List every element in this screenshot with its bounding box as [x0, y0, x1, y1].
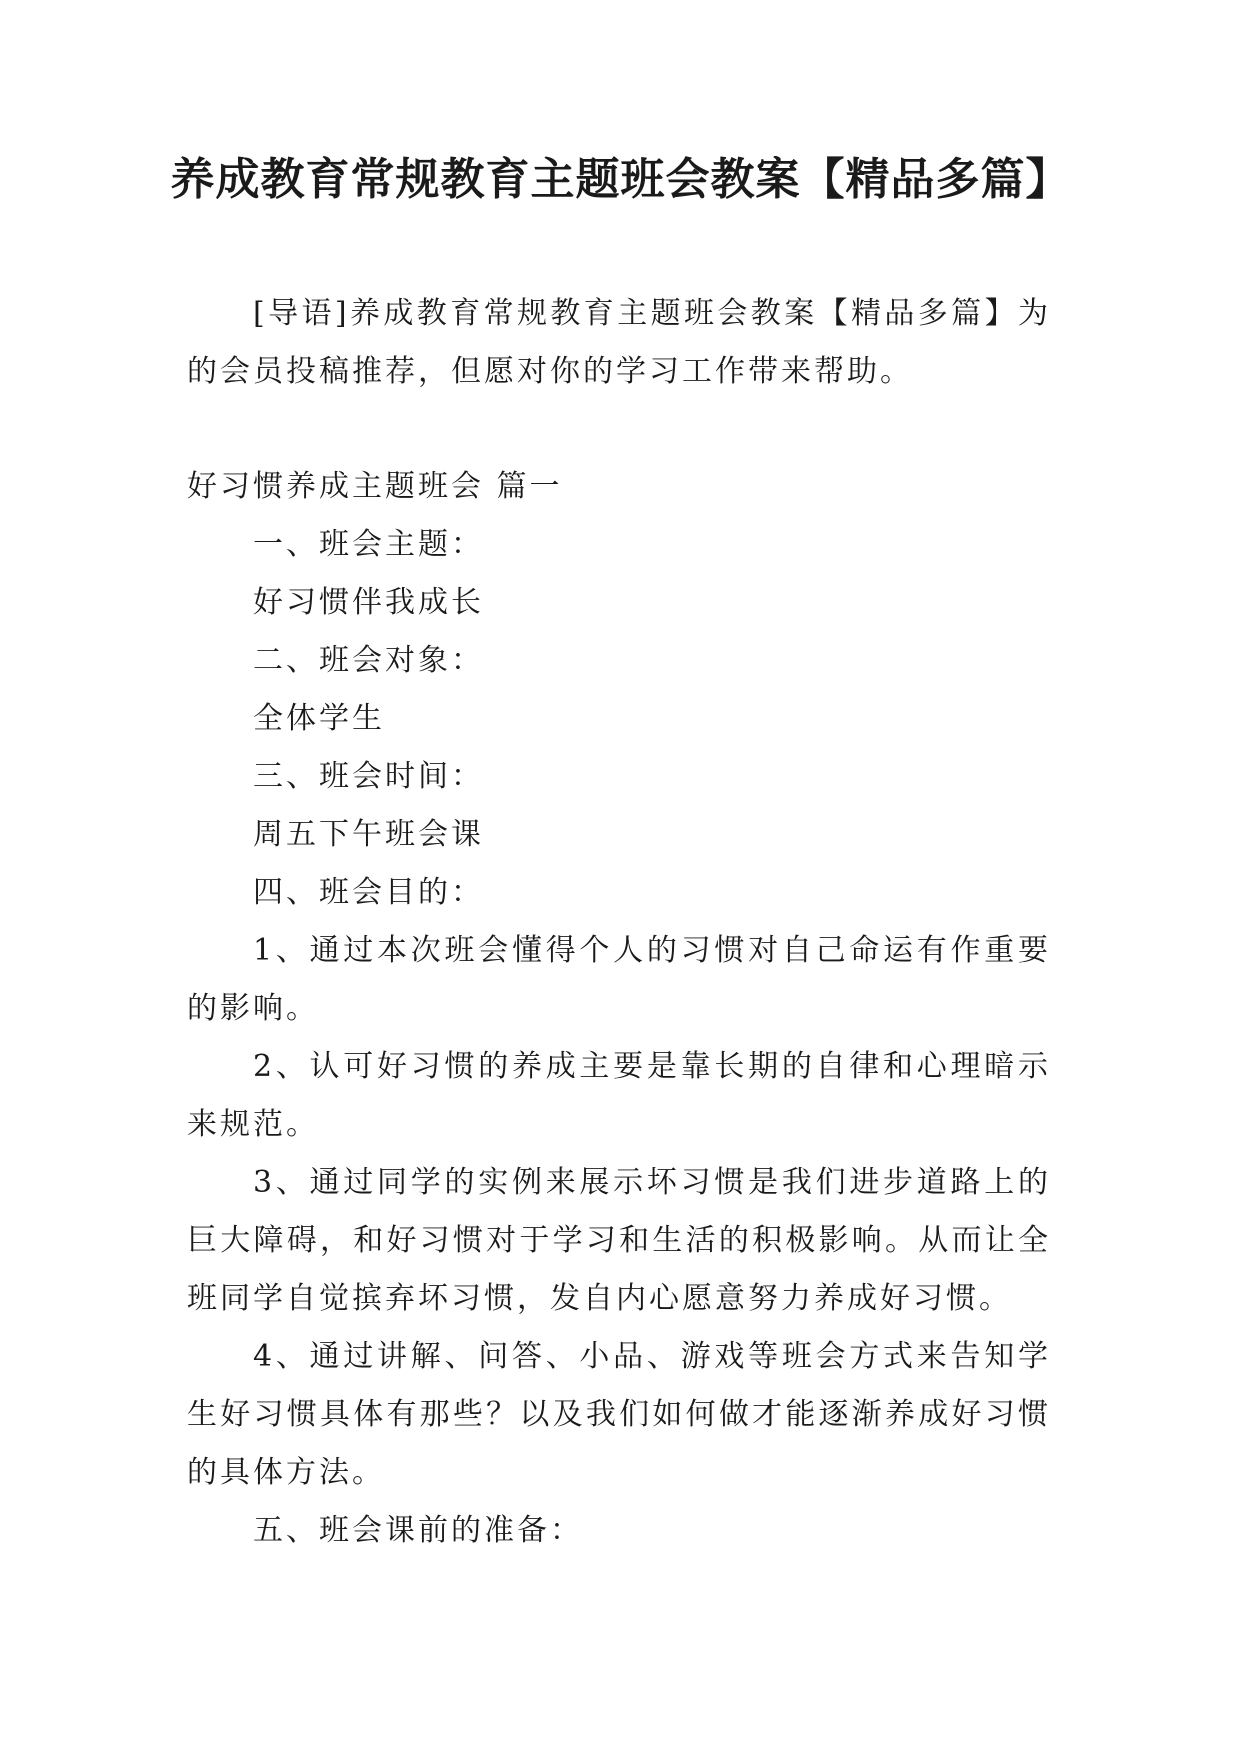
section-one	[187, 458, 1051, 1560]
paragraph: 五、班会课前的准备：	[253, 1513, 583, 1548]
paragraph: 好习惯伴我成长	[253, 585, 484, 620]
paragraph: 2、认可好习惯的养成主要是靠长期的自律和心理暗示来规范。	[187, 1049, 1051, 1142]
paragraph: 4、通过讲解、问答、小品、游戏等班会方式来告知学生好习惯具体有那些？以及我们如何做才能逐渐养成好习惯的具体方法。	[187, 1339, 1051, 1490]
paragraph: 周五下午班会课	[253, 817, 484, 852]
intro-block	[187, 285, 1051, 401]
paragraph: 三、班会时间：	[253, 759, 484, 794]
paragraph: 1、通过本次班会懂得个人的习惯对自己命运有作重要的影响。	[187, 933, 1051, 1026]
paragraph: 全体学生	[253, 701, 385, 736]
paragraph: 四、班会目的：	[253, 875, 484, 910]
paragraph: 3、通过同学的实例来展示坏习惯是我们进步道路上的巨大障碍，和好习惯对于学习和生活的积极影响。从而让全班同学自觉摈弃坏习惯，发自内心愿意努力养成好习惯。	[187, 1165, 1051, 1316]
document-title: 养成教育常规教育主题班会教案【精品多篇】	[170, 154, 1071, 205]
section-heading: 好习惯养成主题班会 篇一	[187, 469, 563, 504]
paragraph: 二、班会对象：	[253, 643, 484, 678]
paragraph: 一、班会主题：	[253, 527, 484, 562]
intro-paragraph: [导语]养成教育常规教育主题班会教案【精品多篇】为的会员投稿推荐，但愿对你的学习工作带来帮助。	[187, 296, 1051, 389]
